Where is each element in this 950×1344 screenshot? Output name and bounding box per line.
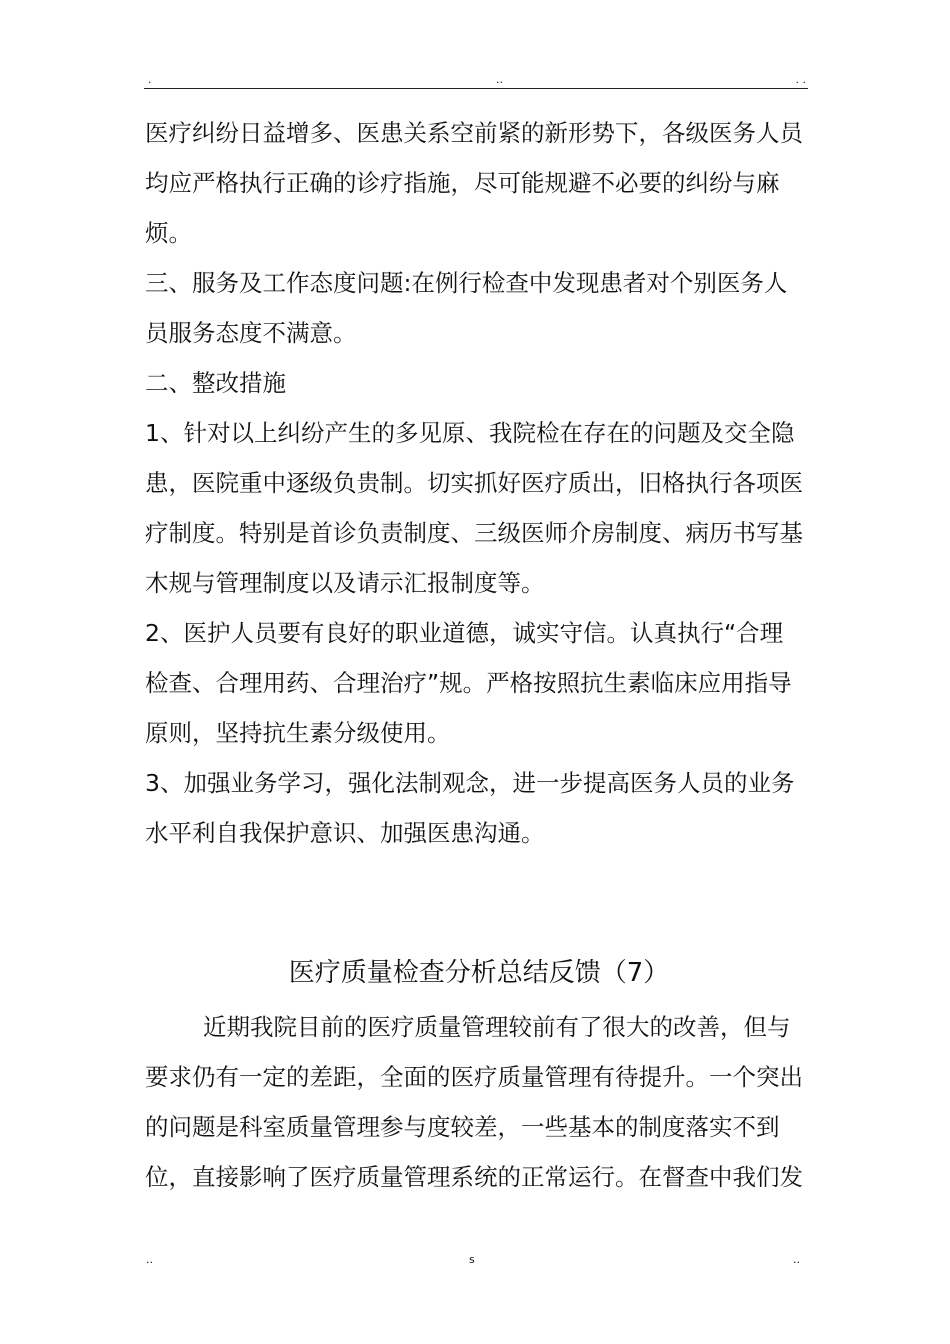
paragraph-line: 医疗纠纷日益增多、医患关系空前紧的新形势下，各级医务人员 (145, 119, 803, 147)
footer-left: .. (146, 1253, 153, 1266)
footer-center: s (469, 1253, 475, 1266)
header-center: .. (496, 73, 503, 86)
paragraph-line: 的问题是科室质量管理参与度较差，一些基本的制度落实不到 (145, 1113, 780, 1141)
paragraph-line: 木规与管理制度以及请示汇报制度等。 (145, 569, 545, 597)
paragraph-line: 位，直接影响了医疗质量管理系统的正常运行。在督查中我们发 (145, 1163, 803, 1191)
header-right: . . (795, 73, 806, 86)
paragraph-line: 疗制度。特别是首诊负责制度、三级医师介房制度、病历书写基 (145, 519, 803, 547)
paragraph-line: 三、服务及工作态度问题:在例行检查中发现患者对个别医务人 (145, 269, 788, 297)
section-2-title: 医疗质量检查分析总结反馈（7） (288, 958, 670, 988)
paragraph-line: 水平利自我保护意识、加强医患沟通。 (145, 819, 545, 847)
paragraph-line: 烦。 (145, 219, 192, 247)
header-left: . (148, 73, 152, 86)
paragraph-line: 检查、合理用药、合理治疗”规。严格按照抗生素临床应用指导 (145, 669, 792, 697)
footer-right: .. (793, 1253, 800, 1266)
paragraph-line: 3、加强业务学习，强化法制观念，进一步提高医务人员的业务 (145, 769, 795, 797)
paragraph-line: 要求仍有一定的差距，全面的医疗质量管理有待提升。一个突出 (145, 1063, 803, 1091)
paragraph-line: 1、针对以上纠纷产生的多见原、我院检在存在的问题及交全隐 (145, 419, 795, 447)
section-2-body (145, 1002, 813, 1202)
paragraph-line: 2、医护人员要有良好的职业道德，诚实守信。认真执行“合理 (145, 619, 784, 647)
paragraph-line: 近期我院目前的医疗质量管理较前有了很大的改善，但与 (203, 1013, 791, 1041)
section-subheading: 二、整改措施 (145, 369, 286, 397)
paragraph-line: 员服务态度不满意。 (145, 319, 357, 347)
page-footer (144, 1254, 808, 1268)
page-header (144, 72, 808, 89)
section-1-body (145, 108, 813, 858)
paragraph-line: 均应严格执行正确的诊疗指施，尽可能规避不必要的纠纷与麻 (145, 169, 780, 197)
paragraph-line: 患，医院重中逐级负贵制。切实抓好医疗质出，旧格执行各项医 (145, 469, 803, 497)
paragraph-line: 原则，坚持抗生素分级使用。 (145, 719, 451, 747)
